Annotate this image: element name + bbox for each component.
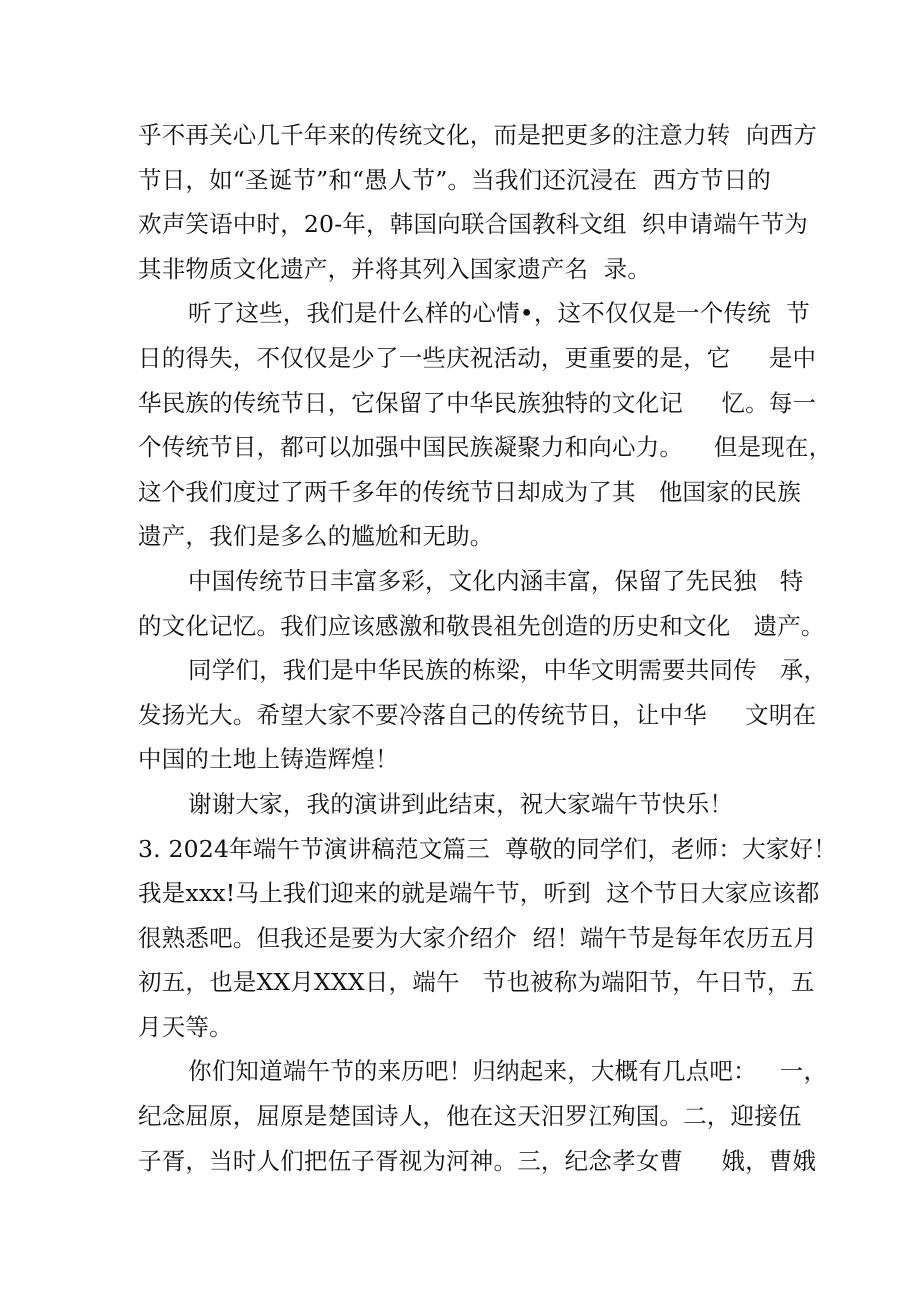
text-line: 欢声笑语中时，20-年，韩国向联合国教科文组 织申请端午节为 xyxy=(138,210,808,239)
section-heading-line: 3. 2024年端午节演讲稿范文篇三 尊敬的同学们，老师：大家好！ xyxy=(138,834,837,863)
text-line: 月天等。 xyxy=(138,1012,233,1041)
text-line: 谢谢大家，我的演讲到此结束，祝大家端午节快乐！ xyxy=(188,789,734,818)
text-line: 中国传统节日丰富多彩，文化内涵丰富，保留了先民独 特 xyxy=(188,566,804,595)
text-line: 乎不再关心几千年来的传统文化，而是把更多的注意力转 向西方 xyxy=(138,121,817,149)
text-line: 中国的土地上铸造辉煌！ xyxy=(138,745,399,774)
text-line: 发扬光大。希望大家不要冷落自己的传统节日，让中华 文明在 xyxy=(138,700,817,729)
text-line: 同学们，我们是中华民族的栋梁，中华文明需要共同传 承， xyxy=(188,656,828,685)
text-line: 节日，如“圣诞节”和“愚人节”。当我们还沉浸在 西方节日的 xyxy=(138,165,771,194)
text-line: 子胥，当时人们把伍子胥视为河神。三，纪念孝女曹 娥，曹娥 xyxy=(138,1146,817,1175)
text-line: 听了这些，我们是什么样的心情•，这不仅仅是一个传统 节 xyxy=(188,299,810,328)
text-line: 的文化记忆。我们应该感激和敬畏祖先创造的历史和文化 遗产。 xyxy=(138,611,825,640)
text-line: 纪念屈原，屈原是楚国诗人，他在这天汨罗江殉国。二，迎接伍 xyxy=(138,1102,802,1131)
text-line: 我是xxx!马上我们迎来的就是端午节，听到 这个节日大家应该都 xyxy=(138,879,820,908)
text-line: 日的得失，不仅仅是少了一些庆祝活动，更重要的是，它 是中 xyxy=(138,343,817,372)
text-line: 其非物质文化遗产，并将其列入国家遗产名 录。 xyxy=(138,254,652,283)
text-line: 个传统节目，都可以加强中国民族凝聚力和向心力。 但是现在， xyxy=(138,433,833,462)
text-line: 初五，也是XX月XXX日，端午 节也被称为端阳节，午日节，五 xyxy=(138,968,815,997)
text-line: 很熟悉吧。但我还是要为大家介绍介 绍！端午节是每年农历五月 xyxy=(138,923,817,952)
text-line: 华民族的传统节日，它保留了中华民族独特的文化记 忆。每一 xyxy=(138,388,817,417)
text-line: 遗产，我们是多么的尴尬和无助。 xyxy=(138,522,494,551)
text-line: 你们知道端午节的来历吧！归纳起来，大概有几点吧： 一， xyxy=(188,1057,828,1086)
text-line: 这个我们度过了两千多年的传统节日却成为了其 他国家的民族 xyxy=(138,477,801,506)
